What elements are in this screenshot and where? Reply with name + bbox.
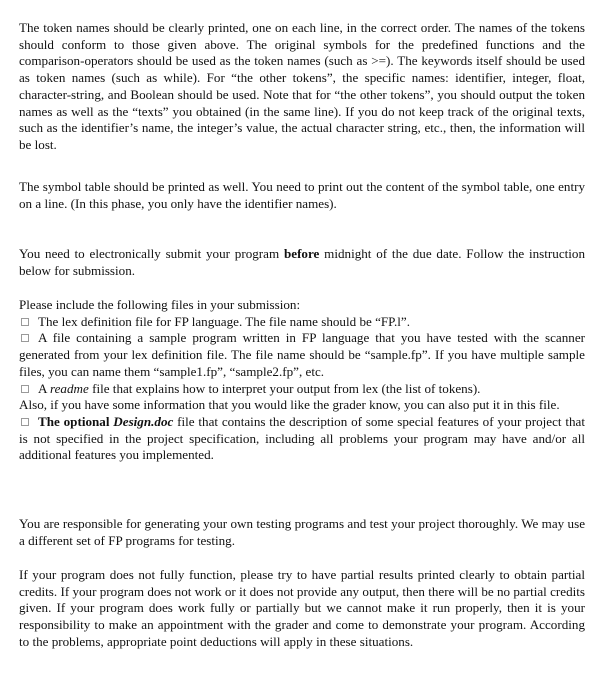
list-item-design-doc	[19, 414, 585, 464]
list-item-readme	[19, 381, 585, 398]
partial-credit-paragraph: If your program does not fully function, please try to have partial results printed clearly to obtain partial credits. If your program does not work or it does not provide any output, then there will be no partial credits given. If your program does work fully or partially but we cannot make it run properly, then it is your responsibility to make an appointment with the grader and come to demonstrate your program. According to the problems, appropriate point deductions will apply in these situations.	[19, 567, 585, 649]
list-item-lex-file	[19, 314, 585, 331]
list-item-readme-post: file that explains how to interpret your output from lex (the list of tokens).	[88, 380, 481, 396]
symbol-table-paragraph: The symbol table should be printed as well. You need to print out the content of the symbol table, one entry on a line. (In this phase, you only have the identifier names).	[19, 179, 585, 211]
list-item-lex-file-text: The lex definition file for FP language. The file name should be “FP.l”.	[38, 313, 410, 329]
files-intro: Please include the following files in your submission:	[19, 297, 301, 312]
list-item-readme-pre: A	[38, 380, 51, 396]
checkbox-bullet-icon	[21, 385, 29, 393]
checkbox-bullet-icon	[21, 318, 29, 326]
files-list-section	[19, 297, 585, 464]
testing-paragraph: You are responsible for generating your own testing programs and test your project thoroughly. We may use a different set of FP programs for testing.	[19, 516, 585, 548]
list-item-design-bold: The optional	[38, 413, 110, 429]
submission-bold-before: before	[283, 246, 320, 261]
list-item-design-text: file that contains the description of some special features of your project that is not specified in the project specification, including all problems your program may have and/or all additional features you implemented.	[19, 413, 585, 463]
token-names-paragraph: The token names should be clearly printed, one on each line, in the correct order. The names of the tokens should conform to those given above. The original symbols for the predefined functions and the comparison-operators should be used as the token names (such as >=). The keywords itself should be used as token names (such as while). For “the other tokens”, the specific names: identifier, integer, float, character-string, and Boolean should be used. Note that for “the other tokens”, you should output the token names as well as the “texts” you obtained (in the same line). If you do not keep track of the original texts, such as the identifier’s name, the integer’s value, the actual character string, etc., then, the information will be lost.	[19, 20, 585, 152]
grader-note: Also, if you have some information that you would like the grader know, you can also put it in this file.	[19, 397, 560, 413]
checkbox-bullet-icon	[21, 334, 29, 342]
list-item-readme-italic: readme	[50, 380, 89, 396]
checkbox-bullet-icon	[21, 418, 29, 426]
list-item-design-filename: Design.doc	[113, 413, 174, 429]
submission-text-start: You need to electronically submit your program	[19, 246, 284, 261]
submission-text-end: midnight of the due date. Follow the instruction below for submission.	[19, 246, 586, 278]
list-item-sample-file	[19, 330, 585, 380]
list-item-sample-file-text: A file containing a sample program written in FP language that you have tested with the scanner generated from your lex definition file. The file name should be “sample.fp”. If you have multiple sample files, you can name them “sample1.fp”, “sample2.fp”, etc.	[19, 330, 585, 379]
submission-paragraph	[19, 246, 585, 279]
